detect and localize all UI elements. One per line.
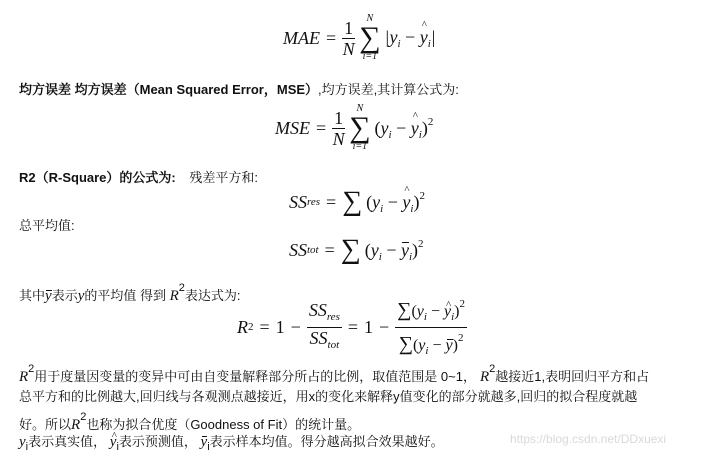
r2-formula: R 2 = 1 − $\frac{SS_{res}}{SS_{tot}}$ = 1 − $\frac{\sum(y_i - \^{} y_i)^2}{\sum(y_i - y)^2}$ [237, 296, 467, 358]
watermark: https://blog.csdn.net/DDxuexi [510, 432, 667, 446]
mae-sum: N ∑ i=1 [359, 13, 381, 62]
legend-line: $y_i$表示真实值， ^ $y_i$表示预测值， $y_i$表示样本均值。得分越高拟合效果越好。 [19, 432, 444, 457]
mse-term: ($y_i$ − ^ $y_i)^2$ [375, 116, 434, 141]
r2-fraction-ss: $\frac{SS_{res}}{SS_{tot}}$ [308, 299, 340, 351]
mse-formula: MSE = $\frac{1}{N}$ N ∑ i=1 ($y_i$ − ^ $y_i)^2$ [275, 102, 433, 154]
r2-heading [19, 168, 258, 188]
mse-lhs: MSE [275, 117, 310, 138]
mae-formula: MAE = $\frac{1}{N}$ N ∑ i=1 $|y_i$ − ^ $y_i|$ [283, 12, 436, 64]
mse-fraction: $\frac{1}{N}$ [332, 107, 345, 149]
r2-heading-bold: R2（R-Square）的公式为: [19, 170, 176, 185]
r2-paragraph: $R^2$用于度量因变量的变异中可由自变量解释部分所占的比例，取值范围是 0~1， $R^2$越接近1,表明回归平方和占 总平方和的比例越大,回归线与各观测点越接近，用x的变化来解释y值变化的部分就越多,回归的拟合程度就越 好。所以$R^2$也称为拟合优度（Goodness of Fit）的统计量。 [19, 363, 650, 433]
ss-tot-label: 总平均值: [19, 218, 75, 233]
mae-abs-term: $|y_i$ − ^ $y_i|$ [385, 27, 436, 50]
mse-heading-normal: ,均方误差,其计算公式为: [318, 82, 459, 97]
ss-tot-formula: SS tot = ∑ $(y_i - y_i)^2$ [289, 234, 424, 265]
mae-lhs: MAE [283, 27, 320, 48]
r2-fraction-sums: $\frac{\sum(y_i - \^{} y_i)^2}{\sum(y_i - y)^2}$ [395, 294, 467, 361]
r2-heading-normal: 残差平方和: [189, 170, 258, 185]
ss-res-formula: SS res = ∑ ($y_i$ − ^ $y_i)^2$ [289, 186, 425, 218]
mae-fraction: $\frac{1}{N}$ [342, 17, 355, 59]
explain-line: 其中y表示y的平均值 得到 $R^2$表达式为: [19, 282, 241, 304]
mse-heading-bold: 均方误差 均方误差（Mean Squared Error，MSE） [19, 82, 319, 97]
mse-sum: N ∑ i=1 [349, 103, 371, 152]
mse-heading [19, 80, 459, 100]
